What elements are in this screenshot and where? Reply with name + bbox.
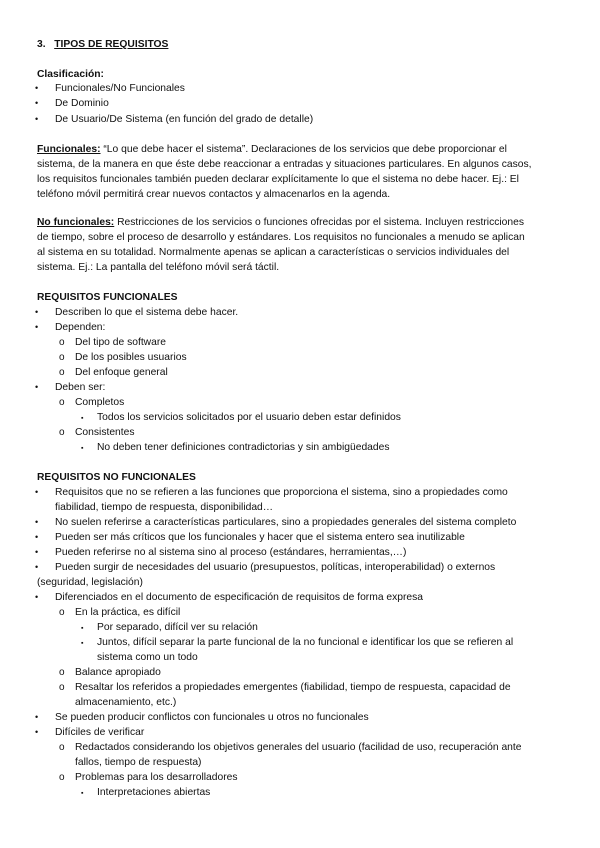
section-number: 3. — [37, 39, 46, 50]
section-heading — [37, 37, 564, 52]
funcionales-paragraph-line: Funcionales: “Lo que debe hacer el sistema”. Declaraciones de los servicios que debe proporcionar el — [37, 144, 507, 155]
list-item: ▪ Por separado, difícil ver su relación — [81, 622, 258, 633]
list-item: o Redactados considerando los objetivos generales del usuario (facilidad de uso, recuperación ante — [59, 742, 522, 753]
list-item: o Del enfoque general — [59, 367, 168, 378]
list-item: ▪ Todos los servicios solicitados por el usuario deben estar definidos — [81, 412, 401, 423]
no-funcionales-label: No funcionales: — [37, 217, 115, 228]
list-item: ▪ Interpretaciones abiertas — [81, 787, 211, 798]
list-item: • Requisitos que no se refieren a las funciones que proporciona el sistema, sino a propiedades como — [35, 487, 508, 498]
no-funcionales-paragraph-line: al sistema en su totalidad. Normalmente apenas se aplican a características o servicios individuales del — [37, 247, 510, 258]
list-item: • Pueden ser más críticos que los funcionales y hacer que el sistema entero sea inutilizable — [35, 532, 465, 543]
list-item-continuation: fallos, tiempo de respuesta) — [75, 757, 202, 768]
clasificacion-label: Clasificación: — [37, 69, 104, 80]
list-item: o Problemas para los desarrolladores — [59, 772, 238, 783]
list-item: • Pueden surgir de necesidades del usuario (presupuestos, políticas, interoperabilidad) o externos — [35, 562, 496, 573]
list-item: • Diferenciados en el documento de especificación de requisitos de forma expresa — [35, 592, 424, 603]
funcionales-paragraph-line: teléfono móvil permitirá crear nuevos contactos y almacenarlos en la agenda. — [37, 189, 391, 200]
list-item: o Resaltar los referidos a propiedades emergentes (fiabilidad, tiempo de respuesta, capacidad de — [59, 682, 511, 693]
list-item: • Dependen: — [35, 322, 106, 333]
list-item-continuation: almacenamiento, etc.) — [75, 697, 177, 708]
list-item: o Consistentes — [59, 427, 135, 438]
list-item: • No suelen referirse a características particulares, sino a propiedades generales del sistema completo — [35, 517, 517, 528]
section-title: TIPOS DE REQUISITOS — [54, 39, 169, 50]
list-item-continuation: (seguridad, legislación) — [37, 577, 143, 588]
no-funcionales-paragraph-line: No funcionales: Restricciones de los servicios o funciones ofrecidas por el sistema. Incluyen restricciones — [37, 217, 524, 228]
funcionales-label: Funcionales: — [37, 144, 101, 155]
list-item-continuation: fiabilidad, tiempo de respuesta, disponibilidad… — [55, 502, 274, 513]
list-item: o Del tipo de software — [59, 337, 167, 348]
no-funcionales-paragraph-line: sistema. Ej.: La pantalla del teléfono móvil será táctil. — [37, 262, 280, 273]
no-funcionales-paragraph-line: de tiempo, sobre el proceso de desarrollo y estándares. Los requisitos no funcionales a menudo se aplican — [37, 232, 525, 243]
rnf-title: REQUISITOS NO FUNCIONALES — [37, 472, 196, 483]
list-item: • Describen lo que el sistema debe hacer. — [35, 307, 239, 318]
list-item: o Balance apropiado — [59, 667, 161, 678]
list-item: • Pueden referirse no al sistema sino al proceso (estándares, herramientas,…) — [35, 547, 407, 558]
list-item-continuation: sistema como un todo — [97, 652, 198, 663]
list-item: • Difíciles de verificar — [35, 727, 145, 738]
list-item: • Deben ser: — [35, 382, 106, 393]
list-item: • De Dominio — [35, 98, 109, 109]
list-item: • Se pueden producir conflictos con funcionales u otros no funcionales — [35, 712, 369, 723]
list-item: • De Usuario/De Sistema (en función del grado de detalle) — [35, 114, 314, 125]
list-item: ▪ Juntos, difícil separar la parte funcional de la no funcional e identificar los que se refieren al — [81, 637, 514, 648]
rf-title: REQUISITOS FUNCIONALES — [37, 292, 178, 303]
list-item: • Funcionales/No Funcionales — [35, 83, 185, 94]
list-item: o De los posibles usuarios — [59, 352, 187, 363]
funcionales-paragraph-line: los requisitos funcionales también pueden declarar explícitamente lo que el sistema no debe hacer. Ej.: El — [37, 174, 519, 185]
list-item: ▪ No deben tener definiciones contradictorias y sin ambigüedades — [81, 442, 390, 453]
list-item: o Completos — [59, 397, 125, 408]
funcionales-paragraph-line: sistema, de la manera en que éste debe reaccionar a entradas y situaciones particulares. En algunos casos, — [37, 159, 532, 170]
list-item: o En la práctica, es difícil — [59, 607, 181, 618]
